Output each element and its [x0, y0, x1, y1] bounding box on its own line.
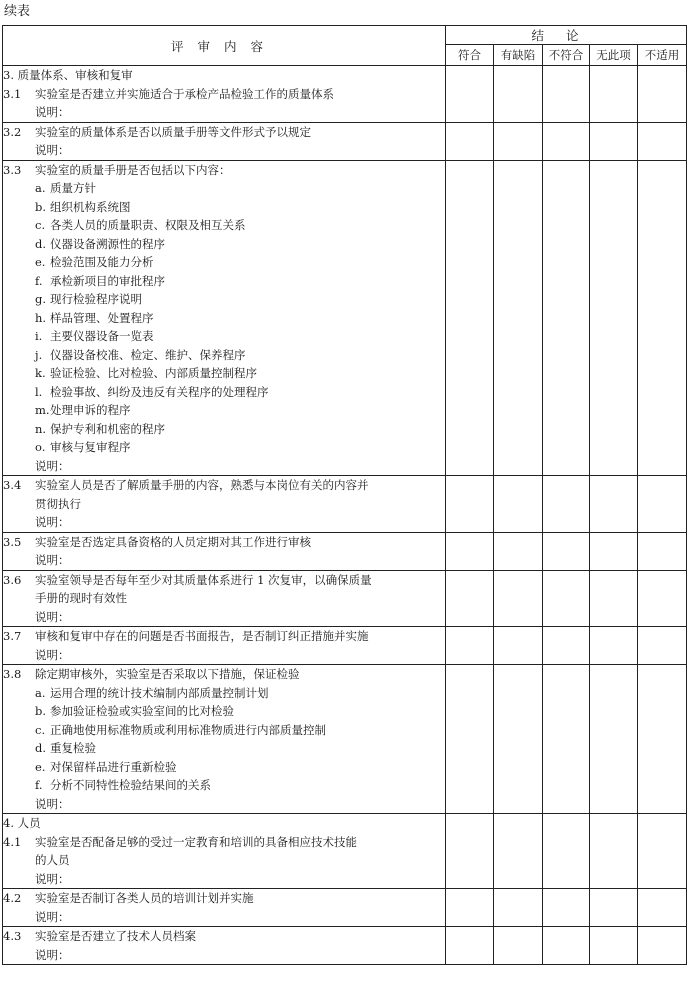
criteria-cell [3, 532, 446, 570]
sub-item-letter: f. [35, 778, 43, 792]
criteria-cell [3, 665, 446, 814]
conclusion-cell[interactable] [590, 665, 638, 814]
table-row [3, 160, 687, 476]
conclusion-column-header: 不适用 [638, 45, 687, 66]
sub-item-text: 重复检验 [50, 741, 96, 755]
sub-item-text: 各类人员的质量职责、权限及相互关系 [50, 218, 246, 232]
criteria-cell [3, 814, 446, 889]
sub-item-text: 检验事故、纠纷及违反有关程序的处理程序 [50, 384, 269, 399]
conclusion-cell[interactable] [590, 627, 638, 665]
item-question [3, 161, 445, 180]
sub-item [3, 235, 445, 254]
item-text: 实验室是否配备足够的受过一定教育和培训的具备相应技术技能 [35, 834, 357, 849]
item-number: 3.1 [3, 86, 22, 101]
item-question [3, 476, 445, 495]
continued-label: 续表 [4, 4, 31, 19]
item-number: 3.6 [3, 572, 22, 587]
conclusion-cell[interactable] [638, 889, 687, 927]
conclusion-cell[interactable] [446, 122, 494, 160]
item-number: 4.2 [3, 891, 22, 905]
criteria-cell [3, 160, 446, 476]
criteria-cell [3, 627, 446, 665]
item-text: 实验室是否选定具备资格的人员定期对其工作进行审核 [35, 534, 311, 549]
conclusion-cell[interactable] [494, 889, 543, 927]
sub-item-text: 参加验证检验或实验室间的比对检验 [50, 704, 234, 718]
conclusion-cell[interactable] [638, 570, 687, 627]
sub-item-letter: j. [35, 347, 43, 362]
conclusion-cell[interactable] [590, 66, 638, 123]
sub-item [3, 401, 445, 420]
sub-item-letter: a. [35, 181, 46, 195]
item-text-continued: 贯彻执行 [35, 496, 81, 511]
criteria-cell [3, 476, 446, 533]
note-label: 说明： [35, 609, 70, 624]
conclusion-cell[interactable] [638, 122, 687, 160]
table-row [3, 476, 687, 533]
item-question [3, 665, 445, 684]
conclusion-cell[interactable] [446, 532, 494, 570]
conclusion-cell[interactable] [494, 476, 543, 533]
sub-item [3, 309, 445, 328]
item-number: 3.2 [3, 124, 22, 139]
conclusion-cell[interactable] [494, 160, 543, 476]
sub-item-letter: m. [35, 403, 50, 417]
sub-item [3, 438, 445, 457]
sub-item [3, 364, 445, 383]
conclusion-cell[interactable] [638, 476, 687, 533]
sub-item [3, 702, 445, 721]
sub-item [3, 216, 445, 235]
criteria-cell [3, 927, 446, 965]
criteria-cell [3, 66, 446, 123]
sub-item-letter: l. [35, 384, 43, 399]
conclusion-cell[interactable] [638, 160, 687, 476]
conclusion-cell[interactable] [590, 122, 638, 160]
conclusion-cell[interactable] [494, 814, 543, 889]
item-number: 3.4 [3, 478, 22, 492]
conclusion-cell[interactable] [638, 532, 687, 570]
sub-item-text: 质量方针 [50, 181, 96, 195]
item-text: 实验室领导是否每年至少对其质量体系进行 1 次复审，以确保质量 [35, 572, 372, 587]
sub-item-text: 正确地使用标准物质或利用标准物质进行内部质量控制 [50, 722, 326, 737]
sub-item-letter: b. [35, 704, 47, 718]
item-number: 3.3 [3, 162, 22, 177]
item-text: 实验室是否建立了技术人员档案 [35, 929, 196, 943]
table-row [3, 665, 687, 814]
conclusion-cell[interactable] [590, 160, 638, 476]
sub-item-letter: g. [35, 292, 47, 306]
conclusion-cell[interactable] [590, 814, 638, 889]
sub-item-letter: n. [35, 421, 47, 436]
sub-item-letter: b. [35, 199, 47, 214]
content-header: 评审内容 [3, 26, 446, 66]
sub-item-text: 处理申诉的程序 [50, 403, 131, 417]
item-text: 除定期审核外，实验室是否采取以下措施，保证检验 [35, 667, 300, 681]
section-title: 3. 质量体系、审核和复审 [3, 68, 133, 82]
sub-item [3, 758, 445, 777]
note-label: 说明： [35, 796, 70, 811]
note-label: 说明： [35, 647, 70, 662]
sub-item-text: 验证检验、比对检验、内部质量控制程序 [50, 366, 257, 380]
note-label: 说明： [35, 105, 70, 119]
conclusion-cell[interactable] [494, 927, 543, 965]
conclusion-cell[interactable] [494, 665, 543, 814]
note-label: 说明： [35, 947, 70, 962]
item-number: 4.3 [3, 929, 22, 943]
sub-item [3, 253, 445, 272]
sub-item-letter: a. [35, 685, 46, 700]
sub-item [3, 272, 445, 291]
note-label: 说明： [35, 553, 70, 567]
conclusion-cell[interactable] [494, 570, 543, 627]
conclusion-cell[interactable] [638, 665, 687, 814]
conclusion-cell[interactable] [590, 532, 638, 570]
conclusion-cell[interactable] [446, 66, 494, 123]
sub-item [3, 684, 445, 703]
conclusion-cell[interactable] [543, 665, 590, 814]
sub-item [3, 420, 445, 439]
table-row [3, 927, 687, 965]
sub-item [3, 327, 445, 346]
note-label: 说明： [35, 458, 70, 473]
sub-item-letter: o. [35, 440, 46, 454]
sub-item-letter: k. [35, 366, 46, 380]
item-text: 实验室是否制订各类人员的培训计划并实施 [35, 891, 254, 905]
item-number: 4.1 [3, 834, 22, 849]
conclusion-cell[interactable] [590, 889, 638, 927]
conclusion-cell[interactable] [543, 570, 590, 627]
item-text-continued: 的人员 [35, 853, 70, 867]
item-question [3, 627, 445, 646]
sub-item [3, 198, 445, 217]
table-row [3, 570, 687, 627]
conclusion-cell[interactable] [543, 627, 590, 665]
conclusion-cell[interactable] [638, 66, 687, 123]
item-question [3, 833, 445, 852]
item-number: 3.8 [3, 667, 22, 681]
sub-item-text: 检验范围及能力分析 [50, 255, 154, 269]
sub-item-text: 组织机构系统图 [50, 199, 131, 214]
conclusion-column-header: 符合 [446, 45, 494, 66]
sub-item-letter: d. [35, 236, 47, 251]
conclusion-cell[interactable] [543, 814, 590, 889]
sub-item [3, 290, 445, 309]
table-row [3, 627, 687, 665]
conclusion-cell[interactable] [543, 532, 590, 570]
sub-item-text: 审核与复审程序 [50, 440, 131, 454]
item-number: 3.7 [3, 629, 22, 643]
sub-item-letter: c. [35, 722, 46, 737]
item-text: 审核和复审中存在的问题是否书面报告，是否制订纠正措施并实施 [35, 629, 369, 643]
sub-item-text: 对保留样品进行重新检验 [50, 759, 177, 774]
table-row [3, 66, 687, 123]
sub-item-letter: h. [35, 310, 47, 325]
conclusion-column-header: 有缺陷 [494, 45, 543, 66]
item-number: 3.5 [3, 534, 22, 549]
conclusion-cell[interactable] [590, 476, 638, 533]
section-title: 4. 人员 [3, 816, 41, 830]
sub-item-letter: e. [35, 759, 46, 774]
sub-item-text: 主要仪器设备一览表 [50, 329, 154, 343]
sub-item-letter: c. [35, 218, 46, 232]
conclusion-cell[interactable] [543, 122, 590, 160]
item-question [3, 123, 445, 142]
item-text: 实验室是否建立并实施适合于承检产品检验工作的质量体系 [35, 86, 334, 101]
criteria-cell [3, 889, 446, 927]
sub-item-text: 运用合理的统计技术编制内部质量控制计划 [50, 685, 269, 700]
item-question [3, 927, 445, 946]
conclusion-cell[interactable] [590, 927, 638, 965]
conclusion-cell[interactable] [638, 814, 687, 889]
review-table [2, 25, 687, 965]
table-row [3, 122, 687, 160]
sub-item-text: 承检新项目的审批程序 [50, 273, 165, 288]
sub-item-text: 仪器设备溯源性的程序 [50, 236, 165, 251]
table-row [3, 814, 687, 889]
sub-item [3, 721, 445, 740]
sub-item-letter: e. [35, 255, 46, 269]
sub-item [3, 739, 445, 758]
sub-item-text: 样品管理、处置程序 [50, 310, 154, 325]
note-label: 说明： [35, 871, 70, 886]
sub-item-letter: d. [35, 741, 47, 755]
sub-item-letter: f. [35, 273, 43, 288]
conclusion-cell[interactable] [446, 665, 494, 814]
conclusion-cell[interactable] [543, 889, 590, 927]
sub-item-text: 现行检验程序说明 [50, 292, 142, 306]
conclusion-cell[interactable] [590, 570, 638, 627]
conclusion-cell[interactable] [543, 160, 590, 476]
conclusion-cell[interactable] [446, 160, 494, 476]
conclusion-header: 结论 [446, 26, 687, 45]
item-text: 实验室人员是否了解质量手册的内容，熟悉与本岗位有关的内容并 [35, 478, 369, 492]
item-question [3, 533, 445, 552]
item-text-continued: 手册的现时有效性 [35, 591, 127, 605]
conclusion-cell[interactable] [543, 476, 590, 533]
conclusion-cell[interactable] [446, 814, 494, 889]
criteria-cell [3, 570, 446, 627]
item-question [3, 889, 445, 908]
conclusion-cell[interactable] [446, 627, 494, 665]
sub-item [3, 346, 445, 365]
sub-item-text: 仪器设备校准、检定、维护、保养程序 [50, 347, 246, 362]
conclusion-cell[interactable] [543, 66, 590, 123]
sub-item-text: 分析不同特性检验结果间的关系 [50, 778, 211, 792]
conclusion-cell[interactable] [638, 627, 687, 665]
criteria-cell [3, 122, 446, 160]
conclusion-column-header: 无此项 [590, 45, 638, 66]
sub-item [3, 383, 445, 402]
item-question [3, 571, 445, 590]
conclusion-cell[interactable] [494, 122, 543, 160]
conclusion-cell[interactable] [543, 927, 590, 965]
conclusion-cell[interactable] [494, 627, 543, 665]
sub-item-text: 保护专利和机密的程序 [50, 421, 165, 436]
conclusion-cell[interactable] [494, 532, 543, 570]
conclusion-cell[interactable] [446, 927, 494, 965]
item-text: 实验室的质量手册是否包括以下内容： [35, 162, 231, 177]
note-label: 说明： [35, 515, 70, 529]
sub-item-letter: i. [35, 329, 43, 343]
conclusion-cell[interactable] [446, 889, 494, 927]
conclusion-cell[interactable] [446, 570, 494, 627]
table-row [3, 532, 687, 570]
conclusion-cell[interactable] [494, 66, 543, 123]
conclusion-column-header: 不符合 [543, 45, 590, 66]
item-text: 实验室的质量体系是否以质量手册等文件形式予以规定 [35, 124, 311, 139]
note-label: 说明： [35, 143, 70, 157]
table-row [3, 889, 687, 927]
sub-item [3, 776, 445, 795]
conclusion-cell[interactable] [446, 476, 494, 533]
sub-item [3, 179, 445, 198]
item-question [3, 85, 445, 104]
note-label: 说明： [35, 909, 70, 924]
conclusion-cell[interactable] [638, 927, 687, 965]
